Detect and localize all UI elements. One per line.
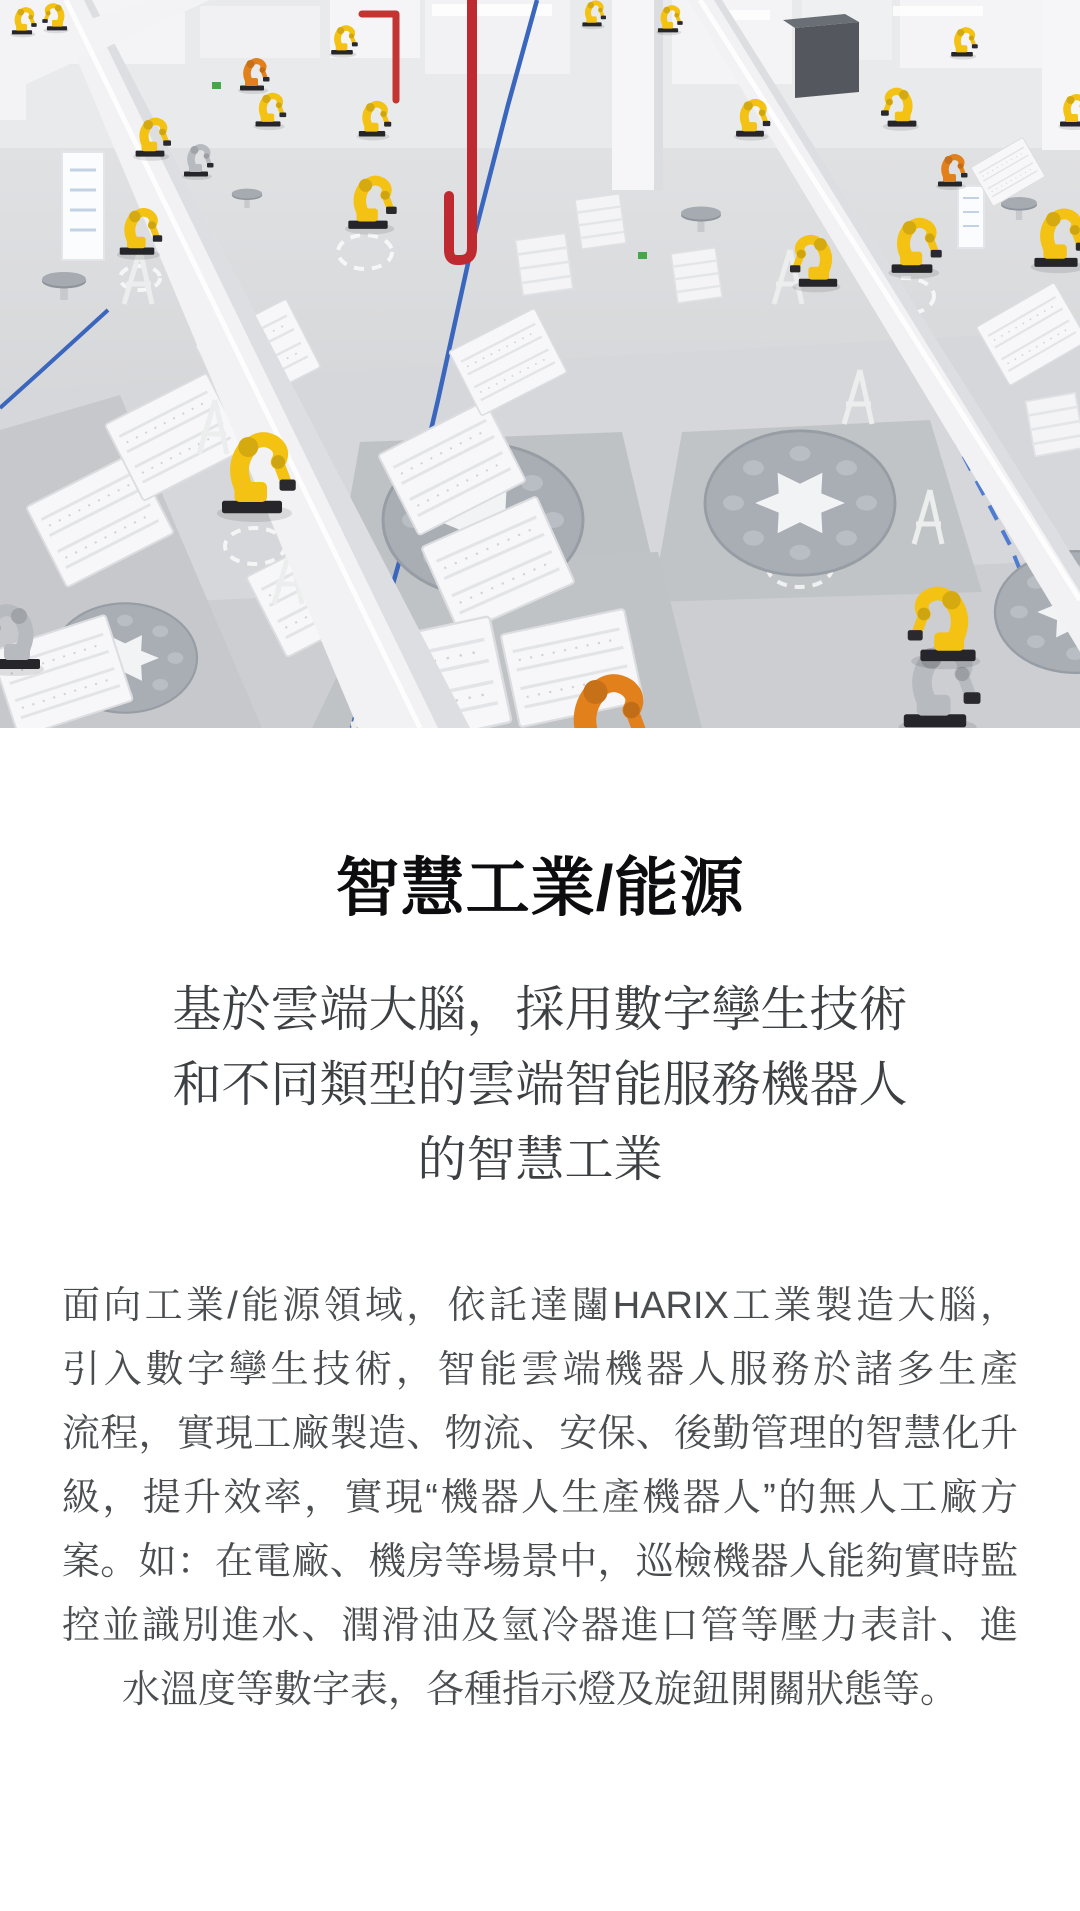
subtitle-line: 基於雲端大腦，採用數字孿生技術	[172, 983, 908, 1037]
body-line: 控並識別進水、潤滑油及氫冷器進口管等壓力表計、進	[62, 1605, 1018, 1647]
body-line: 級，提升效率，實現“機器人生產機器人”的無人工廠方	[62, 1477, 1018, 1519]
subtitle-line: 的智慧工業	[417, 1133, 663, 1187]
section-title: 智慧工業/能源	[335, 852, 745, 924]
section-subtitle	[30, 973, 1050, 1198]
body-line: 案。如：在電廠、機房等場景中，巡檢機器人能夠實時監	[62, 1541, 1018, 1583]
body-line: 流程，實現工廠製造、物流、安保、後勤管理的智慧化升	[62, 1413, 1018, 1455]
body-line: 水溫度等數字表，各種指示燈及旋鈕開關狀態等。	[121, 1669, 958, 1711]
body-line: 面向工業/能源領域，依託達闥HARIX工業製造大腦，	[62, 1285, 1018, 1327]
body-line: 引入數字孿生技術，智能雲端機器人服務於諸多生產	[62, 1349, 1018, 1391]
smart-factory-render	[0, 0, 1080, 728]
section-body	[62, 1274, 1018, 1722]
subtitle-line: 和不同類型的雲端智能服務機器人	[172, 1058, 908, 1112]
